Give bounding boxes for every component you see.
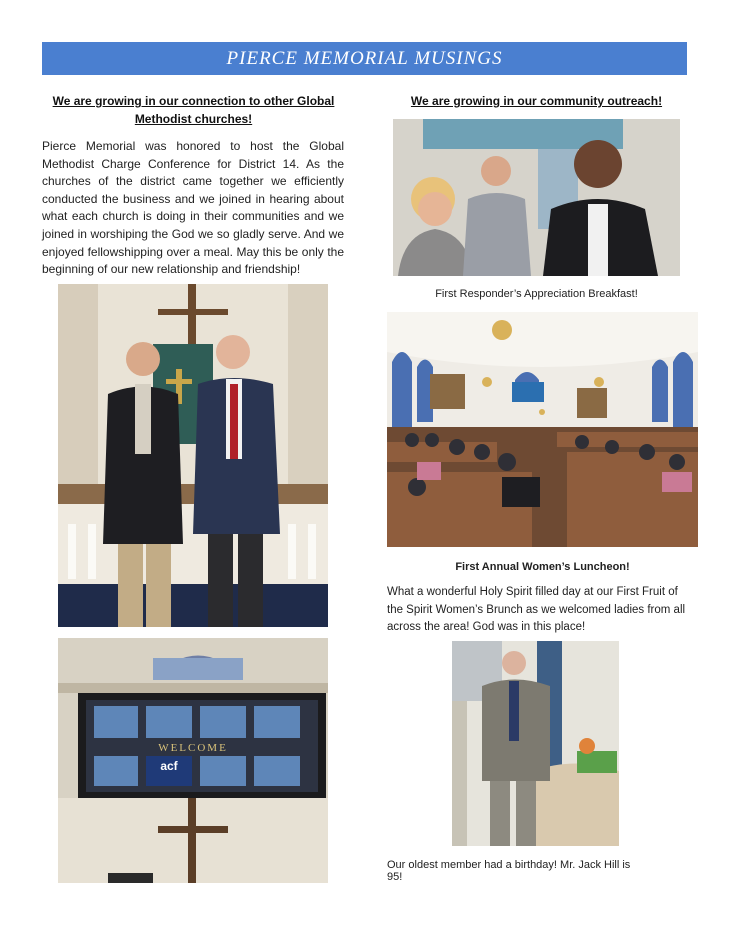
- newsletter-title: PIERCE MEMORIAL MUSINGS: [226, 47, 503, 69]
- photo-jack-hill-birthday: [452, 641, 619, 846]
- photo-pastors-at-altar: [58, 284, 328, 627]
- photo-sanctuary-luncheon: [387, 312, 698, 547]
- caption-breakfast: First Responder’s Appreciation Breakfast!: [435, 288, 638, 300]
- luncheon-heading: First Annual Women’s Luncheon!: [455, 561, 630, 573]
- right-heading: We are growing in our community outreach!: [410, 94, 663, 108]
- caption-birthday: Our oldest member had a birthday! Mr. Jack Hill is 95!: [387, 859, 631, 883]
- photo-first-responders: [393, 119, 680, 276]
- photo-welcome-screen: [58, 638, 328, 883]
- screen-welcome-text: WELCOME: [158, 742, 228, 754]
- newsletter-banner: [42, 42, 687, 75]
- screen-logo-text: acf: [160, 759, 178, 773]
- luncheon-body-text: What a wonderful Holy Spirit filled day at our First Fruit of the Spirit Women’s Brunch as we welcomed ladies from all across the area! God was in this place!: [387, 586, 686, 634]
- left-body-text: Pierce Memorial was honored to host the Global Methodist Charge Conference for District 14. As the churches of the district came together we efficiently conducted the business and we joined in hearing about what each church is doing in their communities and we joined in worshiping the God we so gladly serve. And we enjoyed fellowshipping over a meal. May this be only the beginning of our new relationship and friendship!: [42, 139, 344, 277]
- left-heading: We are growing in our connection to other Global Methodist churches!: [52, 94, 335, 126]
